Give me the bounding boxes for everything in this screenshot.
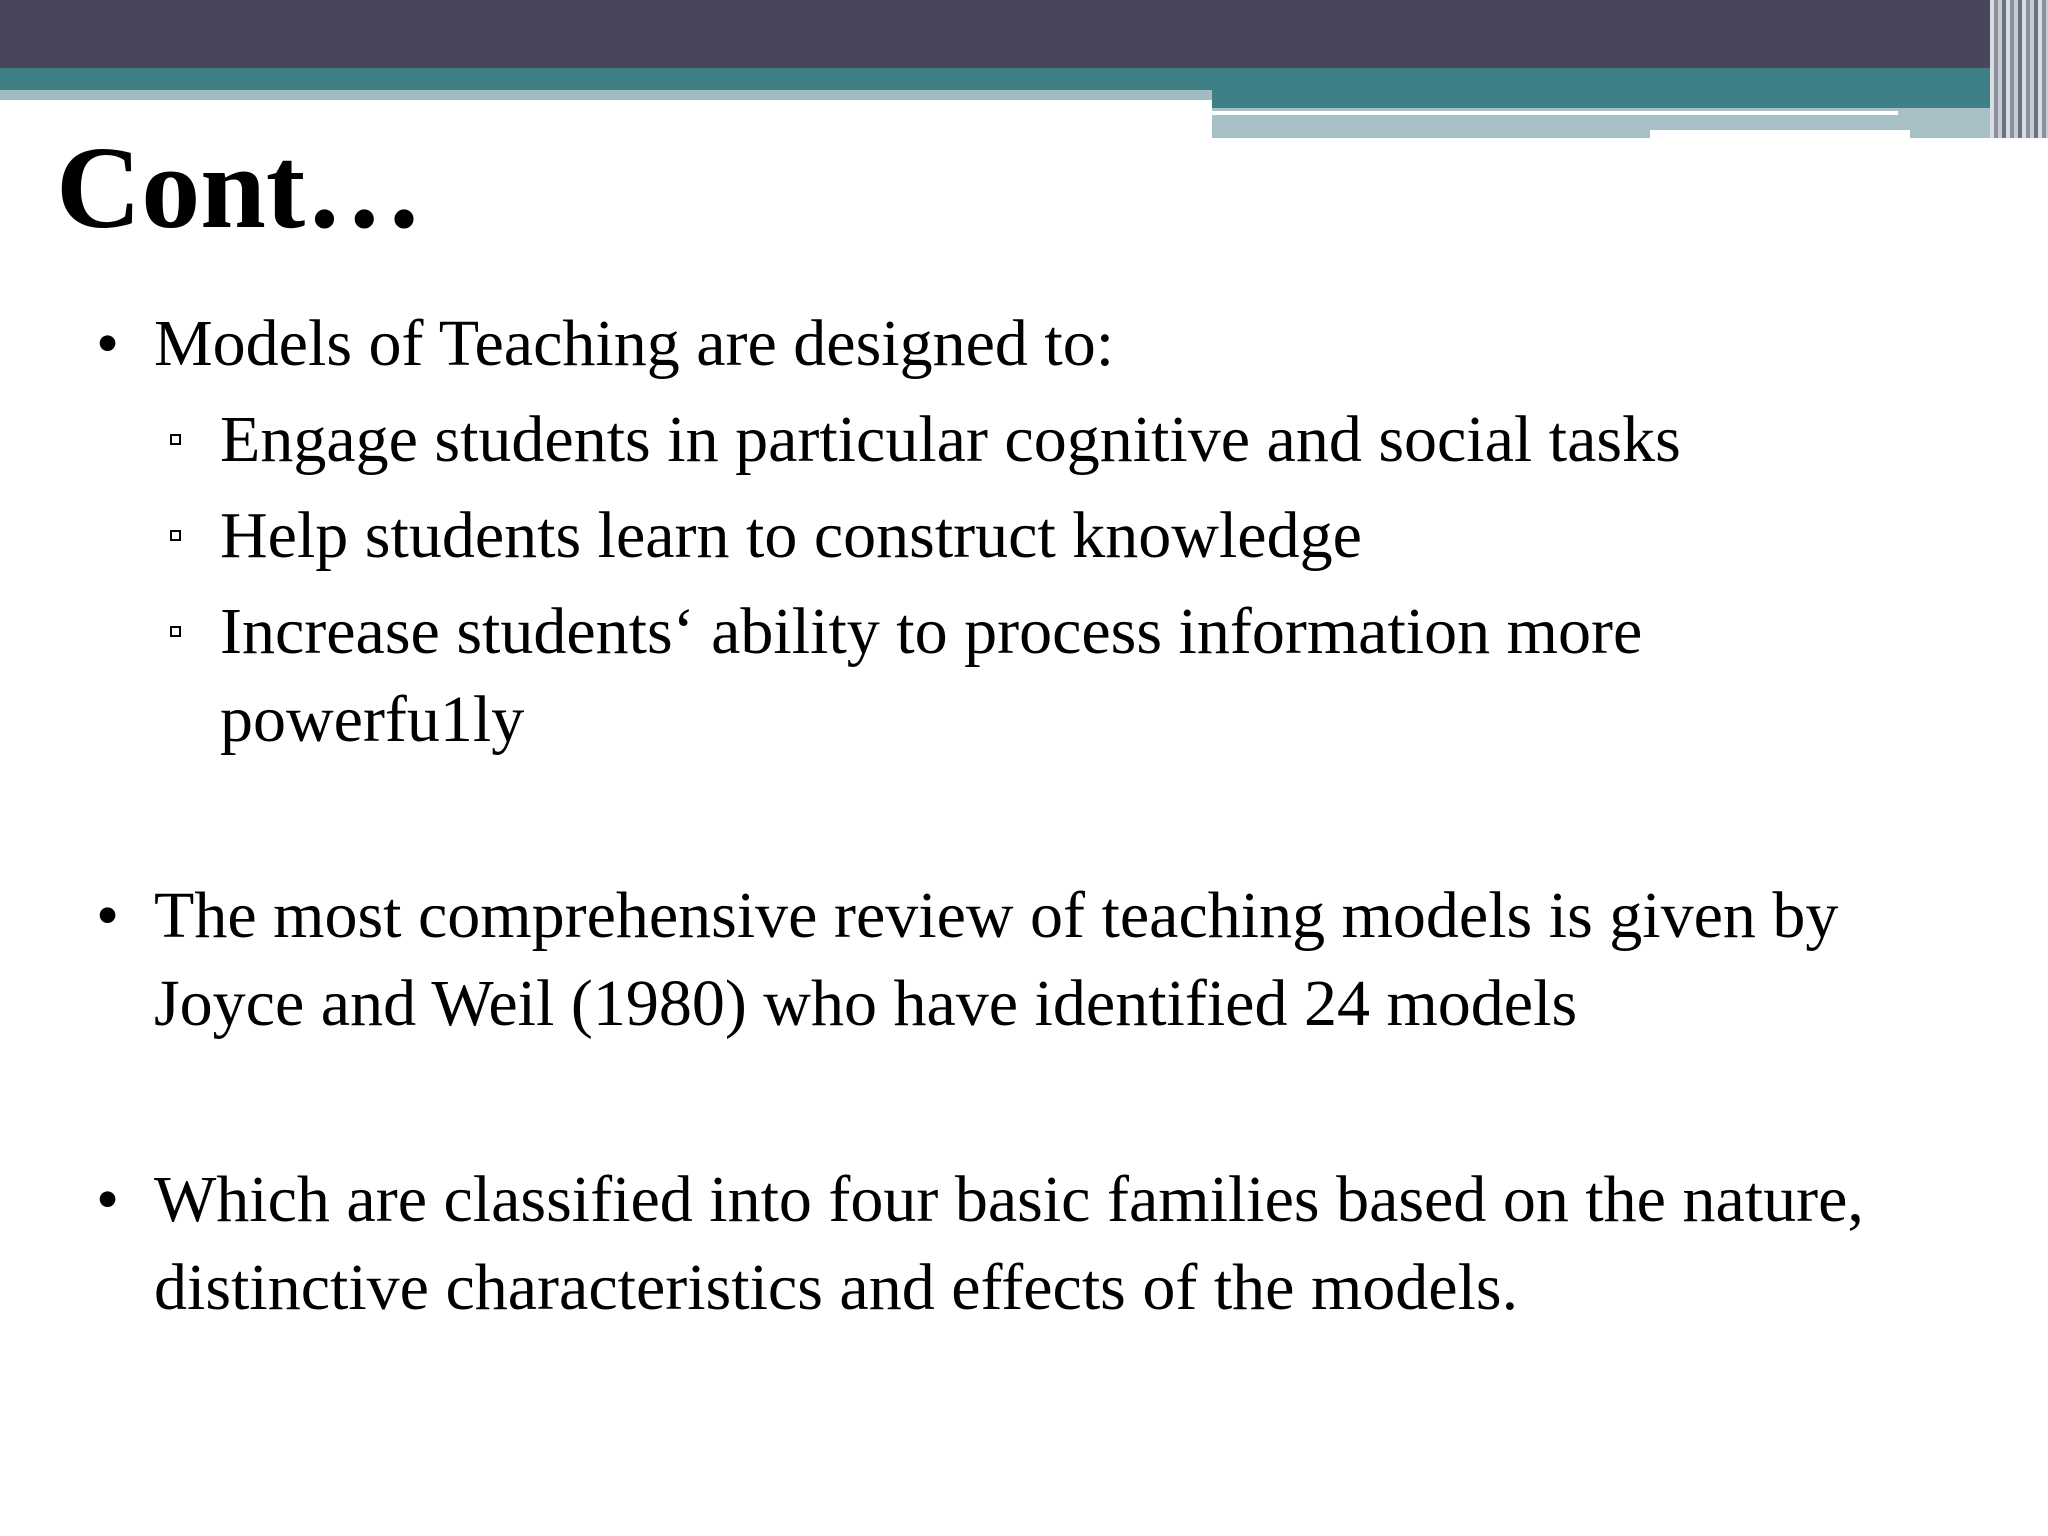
- sub-bullet-item: [96, 492, 1946, 580]
- header-accent-line: [1212, 111, 1898, 115]
- bullet-dot-icon: •: [96, 307, 120, 380]
- slide-title: Cont…: [56, 122, 424, 253]
- bullet-text: The most comprehensive review of teaching models is given by Joyce and Weil (1980) who have identified 24 models: [154, 879, 1839, 1040]
- header-band-light-left: [0, 90, 1212, 100]
- sub-bullet-item: [96, 588, 1946, 764]
- header-band-teal: [0, 68, 2048, 90]
- header-accent-line-short: [1650, 130, 1910, 138]
- header-band-teal-right: [1212, 90, 2048, 108]
- sub-bullet-text: Help students learn to construct knowledge: [220, 499, 1362, 572]
- sub-bullet-text: Engage students in particular cognitive and social tasks: [220, 403, 1681, 476]
- header-edge-stripes: [1990, 0, 2048, 138]
- square-bullet-icon: [170, 626, 181, 637]
- bullet-item: [96, 300, 1946, 388]
- bullet-item: [96, 1156, 1946, 1332]
- bullet-text: Which are classified into four basic families based on the nature, distinctive characteristics and effects of the models.: [154, 1163, 1864, 1324]
- bullet-text: Models of Teaching are designed to:: [154, 307, 1115, 380]
- slide-body: [96, 300, 1946, 1332]
- square-bullet-icon: [170, 530, 181, 541]
- sub-bullet-item: [96, 396, 1946, 484]
- bullet-dot-icon: •: [96, 1163, 120, 1236]
- square-bullet-icon: [170, 434, 181, 445]
- bullet-item: [96, 872, 1946, 1048]
- header-band-dark: [0, 0, 2048, 68]
- bullet-dot-icon: •: [96, 879, 120, 952]
- sub-bullet-text: Increase students‘ ability to process information more powerfu1ly: [220, 595, 1643, 756]
